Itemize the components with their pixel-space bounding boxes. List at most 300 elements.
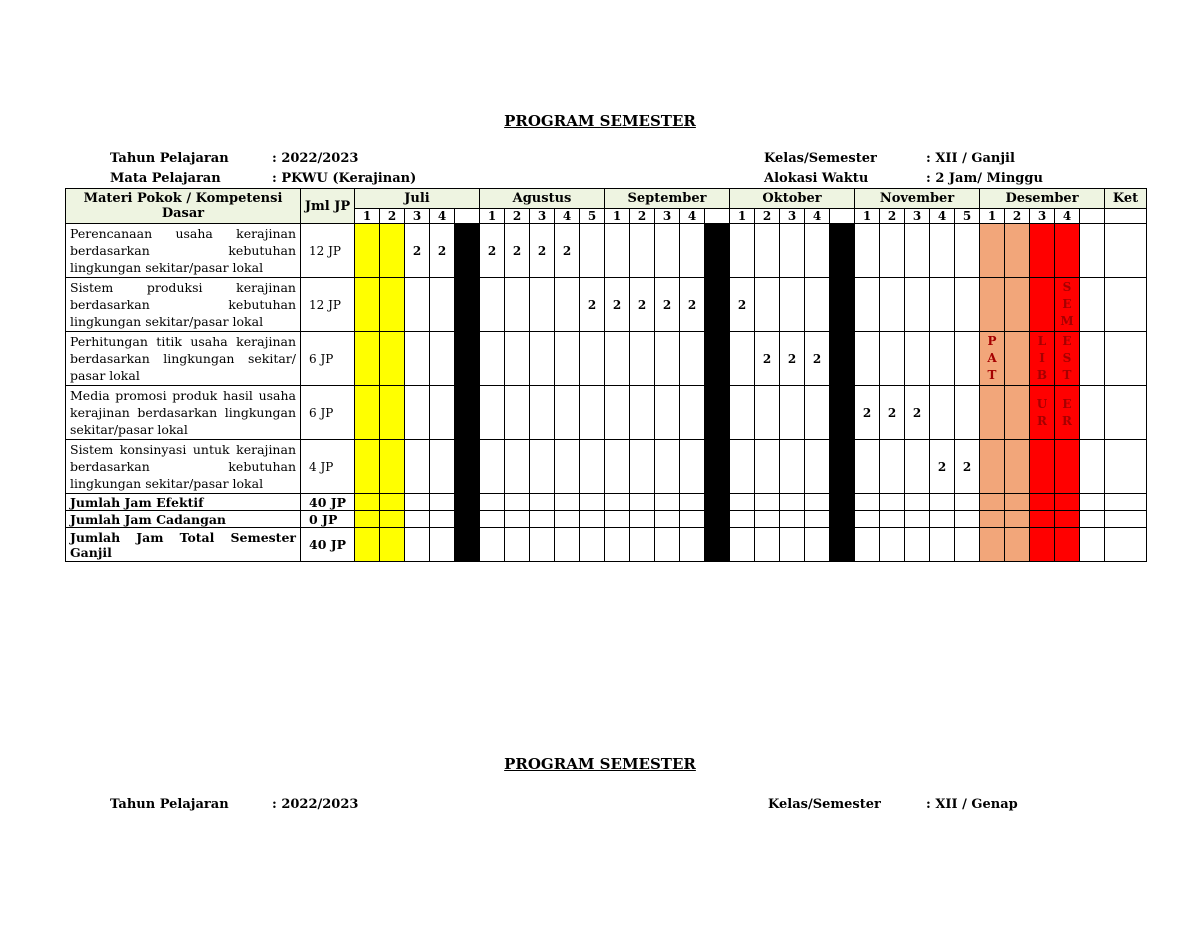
week-cell [880,440,905,494]
week-cell [680,528,705,562]
semester-label-letter: M [1060,314,1074,328]
week-cell [705,278,730,332]
week-cell [805,386,830,440]
week-cell [780,278,805,332]
materi-cell: Sistem produksi kerajinan berdasarkan kebutuhan lingkungan sekitar/pasar lokal [66,278,301,332]
week-cell [705,332,730,386]
week-cell [830,278,855,332]
week-cell [530,386,555,440]
jp-allocation-cell: 2 [680,278,705,332]
semester-label [1055,332,1080,386]
summary-row [66,528,1147,562]
page2-tahun-label: Tahun Pelajaran [110,797,229,812]
semester-label-letter: S [1062,351,1072,365]
week-cell [505,386,530,440]
week-agustus-5: 5 [580,209,605,224]
week-cell [605,332,630,386]
week-september-2: 2 [630,209,655,224]
ket-cell [1105,511,1147,528]
week-cell [980,224,1005,278]
week-cell [630,511,655,528]
week-agustus-1: 1 [480,209,505,224]
jp-allocation-cell: 2 [530,224,555,278]
week-cell [755,386,780,440]
week-cell [530,528,555,562]
kelas-label: Kelas/Semester [764,151,877,166]
week-cell [805,224,830,278]
week-cell [730,332,755,386]
week-cell [1080,494,1105,511]
week-cell [355,440,380,494]
week-cell [805,440,830,494]
week-cell [630,440,655,494]
week-cell [630,528,655,562]
week-cell [805,278,830,332]
week-cell [905,528,930,562]
week-cell [1055,511,1080,528]
week-cell [880,332,905,386]
week-cell [730,386,755,440]
week-cell [480,440,505,494]
week-cell [430,386,455,440]
week-ket-blank [1105,209,1147,224]
summary-jp: 40 JP [301,494,355,511]
week-cell [655,494,680,511]
week-cell [655,224,680,278]
jp-allocation-cell: 2 [505,224,530,278]
week-cell [580,440,605,494]
week-cell [430,332,455,386]
semester-label-letter: E [1062,396,1072,411]
jp-cell: 4 JP [301,440,355,494]
week-cell [1030,528,1055,562]
week-november-3: 3 [905,209,930,224]
week-cell [905,440,930,494]
week-cell [405,386,430,440]
week-cell [630,332,655,386]
jp-allocation-cell: 2 [755,332,780,386]
alokasi-value: : 2 Jam/ Minggu [926,171,1043,186]
week-cell [430,528,455,562]
semester-label-letter: E [1062,334,1072,348]
week-juli-3: 3 [405,209,430,224]
libur-label-letter: B [1036,368,1048,382]
week-cell [730,528,755,562]
ket-header: Ket [1105,189,1147,209]
week-cell [705,386,730,440]
week-cell [855,332,880,386]
week-cell [580,224,605,278]
week-cell [455,511,480,528]
month-oktober: Oktober [730,189,855,209]
week-cell [680,224,705,278]
week-cell [605,528,630,562]
week-cell [1005,332,1030,386]
week-cell [955,511,980,528]
week-cell [505,332,530,386]
jp-allocation-cell: 2 [605,278,630,332]
week-cell [980,511,1005,528]
week-cell [480,494,505,511]
libur-label-letter: U [1036,396,1048,411]
ket-cell [1105,528,1147,562]
week-cell [380,224,405,278]
week-cell [780,528,805,562]
week-cell [955,224,980,278]
jp-cell: 6 JP [301,386,355,440]
week-cell [830,511,855,528]
jml-jp-header: Jml JP [301,189,355,224]
page2-tahun-value: : 2022/2023 [272,797,359,812]
table-row [66,224,1147,278]
week-cell [880,224,905,278]
table-row [66,440,1147,494]
week-cell [1030,224,1055,278]
week-cell [530,278,555,332]
week-agustus-3: 3 [530,209,555,224]
week-cell [705,494,730,511]
ket-cell [1105,386,1147,440]
week-cell [730,494,755,511]
week-cell [355,511,380,528]
week-cell [630,386,655,440]
week-cell [705,224,730,278]
week-cell [380,332,405,386]
week-cell [455,224,480,278]
table-row [66,332,1147,386]
week-cell [480,528,505,562]
week-cell [530,440,555,494]
week-cell [780,494,805,511]
week-cell [1005,224,1030,278]
month-desember: Desember [980,189,1105,209]
week-cell [530,332,555,386]
month-november: November [855,189,980,209]
week-cell [730,224,755,278]
week-november-1: 1 [855,209,880,224]
week-cell [605,511,630,528]
week-cell [830,386,855,440]
jp-allocation-cell: 2 [430,224,455,278]
week-cell [1030,494,1055,511]
week-cell [555,332,580,386]
week-cell [355,332,380,386]
jp-allocation-cell: 2 [880,386,905,440]
jp-cell: 12 JP [301,278,355,332]
week-cell [980,386,1005,440]
week-cell [705,528,730,562]
week-cell [1080,332,1105,386]
week-cell [555,278,580,332]
week-cell [880,494,905,511]
week-cell [630,494,655,511]
week-cell [555,386,580,440]
week-cell [380,440,405,494]
page-title: PROGRAM SEMESTER [504,112,696,130]
week-cell [505,511,530,528]
semester-label-letter: T [1062,368,1072,382]
week-cell [855,224,880,278]
week-juli-blank [455,209,480,224]
week-cell [580,494,605,511]
summary-label: Jumlah Jam Efektif [66,494,301,511]
week-cell [380,386,405,440]
week-cell [930,332,955,386]
week-cell [605,494,630,511]
week-cell [555,494,580,511]
week-cell [480,386,505,440]
week-desember-blank [1080,209,1105,224]
week-cell [930,494,955,511]
week-cell [980,440,1005,494]
week-cell [1080,224,1105,278]
pat-label-letter: T [987,368,997,382]
week-desember-1: 1 [980,209,1005,224]
jp-allocation-cell: 2 [905,386,930,440]
materi-cell: Sistem konsinyasi untuk kerajinan berdasarkan kebutuhan lingkungan sekitar/pasar lokal [66,440,301,494]
tahun-value: : 2022/2023 [272,151,359,166]
semester-label-letter: R [1062,413,1072,428]
week-cell [955,494,980,511]
week-cell [780,440,805,494]
week-cell [905,511,930,528]
jp-allocation-cell: 2 [930,440,955,494]
week-oktober-2: 2 [755,209,780,224]
week-cell [930,386,955,440]
month-juli: Juli [355,189,480,209]
week-cell [455,386,480,440]
week-cell [405,440,430,494]
page2-kelas-value: : XII / Genap [926,797,1018,812]
jp-allocation-cell: 2 [480,224,505,278]
week-cell [1030,511,1055,528]
week-cell [480,278,505,332]
jp-allocation-cell: 2 [405,224,430,278]
week-cell [430,511,455,528]
kelas-value: : XII / Ganjil [926,151,1015,166]
materi-cell: Media promosi produk hasil usaha kerajinan berdasarkan lingkungan sekitar/pasar lokal [66,386,301,440]
week-cell [705,440,730,494]
pat-label-letter: P [987,334,997,348]
week-cell [655,511,680,528]
week-cell [1080,386,1105,440]
week-cell [705,511,730,528]
week-cell [680,386,705,440]
ket-cell [1105,278,1147,332]
week-cell [755,278,780,332]
week-cell [855,278,880,332]
week-cell [355,386,380,440]
week-cell [530,494,555,511]
libur-label-letter: I [1039,351,1045,365]
week-cell [405,494,430,511]
month-september: September [605,189,730,209]
semester-label-letter: S [1062,280,1072,294]
week-desember-3: 3 [1030,209,1055,224]
week-cell [455,278,480,332]
week-cell [880,278,905,332]
week-cell [805,528,830,562]
week-cell [1005,528,1030,562]
week-cell [1005,440,1030,494]
mapel-label: Mata Pelajaran [110,171,221,186]
week-cell [355,224,380,278]
week-cell [480,511,505,528]
week-cell [555,511,580,528]
week-cell [355,278,380,332]
month-header-row [66,189,1147,209]
week-cell [830,224,855,278]
jp-allocation-cell: 2 [805,332,830,386]
semester-label [1055,386,1080,440]
week-cell [905,332,930,386]
week-cell [1030,440,1055,494]
week-cell [655,386,680,440]
week-cell [405,278,430,332]
week-cell [755,528,780,562]
jp-allocation-cell: 2 [630,278,655,332]
summary-label: Jumlah Jam Total Semester Ganjil [66,528,301,562]
week-cell [930,224,955,278]
summary-row [66,511,1147,528]
week-cell [580,511,605,528]
week-cell [505,494,530,511]
week-september-blank [705,209,730,224]
week-cell [1055,224,1080,278]
week-cell [905,278,930,332]
week-cell [1055,528,1080,562]
week-cell [1080,528,1105,562]
week-cell [605,440,630,494]
week-cell [1005,386,1030,440]
week-cell [755,440,780,494]
week-cell [505,528,530,562]
week-cell [680,511,705,528]
ket-cell [1105,332,1147,386]
week-cell [880,511,905,528]
week-cell [1080,440,1105,494]
libur-label [1030,332,1055,386]
jp-cell: 12 JP [301,224,355,278]
week-cell [1005,278,1030,332]
week-cell [430,440,455,494]
month-agustus: Agustus [480,189,605,209]
materi-cell: Perhitungan titik usaha kerajinan berdasarkan lingkungan sekitar/ pasar lokal [66,332,301,386]
week-cell [780,386,805,440]
week-cell [405,511,430,528]
week-cell [455,332,480,386]
week-november-5: 5 [955,209,980,224]
week-desember-4: 4 [1055,209,1080,224]
week-cell [680,440,705,494]
week-cell [355,528,380,562]
table-row [66,386,1147,440]
week-cell [905,494,930,511]
week-september-4: 4 [680,209,705,224]
table-row [66,278,1147,332]
week-cell [780,224,805,278]
week-cell [380,511,405,528]
week-cell [730,511,755,528]
week-cell [405,528,430,562]
week-desember-2: 2 [1005,209,1030,224]
week-oktober-blank [830,209,855,224]
week-cell [755,224,780,278]
week-cell [855,440,880,494]
week-cell [1005,494,1030,511]
tahun-label: Tahun Pelajaran [110,151,229,166]
week-cell [1055,494,1080,511]
week-cell [380,494,405,511]
libur-label-letter: R [1037,413,1047,428]
week-cell [955,278,980,332]
week-cell [1030,278,1055,332]
week-cell [1080,511,1105,528]
ket-cell [1105,494,1147,511]
ket-cell [1105,440,1147,494]
jp-allocation-cell: 2 [955,440,980,494]
week-cell [405,332,430,386]
week-cell [955,386,980,440]
week-cell [755,511,780,528]
week-cell [980,494,1005,511]
jp-allocation-cell: 2 [580,278,605,332]
week-cell [505,278,530,332]
alokasi-label: Alokasi Waktu [764,171,869,186]
summary-label: Jumlah Jam Cadangan [66,511,301,528]
week-juli-4: 4 [430,209,455,224]
jp-allocation-cell: 2 [730,278,755,332]
week-cell [630,224,655,278]
week-cell [755,494,780,511]
week-cell [655,332,680,386]
week-cell [1055,440,1080,494]
semester-label-letter: E [1062,297,1072,311]
week-cell [580,386,605,440]
week-cell [605,386,630,440]
week-juli-2: 2 [380,209,405,224]
week-cell [655,440,680,494]
page2-title: PROGRAM SEMESTER [504,755,696,773]
jp-allocation-cell: 2 [655,278,680,332]
week-cell [580,528,605,562]
week-cell [480,332,505,386]
week-cell [955,332,980,386]
week-cell [1080,278,1105,332]
week-cell [805,511,830,528]
week-cell [530,511,555,528]
week-cell [430,494,455,511]
week-juli-1: 1 [355,209,380,224]
week-september-1: 1 [605,209,630,224]
week-cell [355,494,380,511]
week-cell [930,528,955,562]
week-cell [955,528,980,562]
mapel-value: : PKWU (Kerajinan) [272,171,417,186]
week-september-3: 3 [655,209,680,224]
week-cell [605,224,630,278]
jp-allocation-cell: 2 [780,332,805,386]
materi-header: Materi Pokok / Kompetensi Dasar [66,189,301,224]
week-cell [380,528,405,562]
week-cell [580,332,605,386]
week-cell [555,528,580,562]
week-cell [855,528,880,562]
week-cell [830,528,855,562]
jp-allocation-cell: 2 [555,224,580,278]
week-cell [680,332,705,386]
ket-cell [1105,224,1147,278]
